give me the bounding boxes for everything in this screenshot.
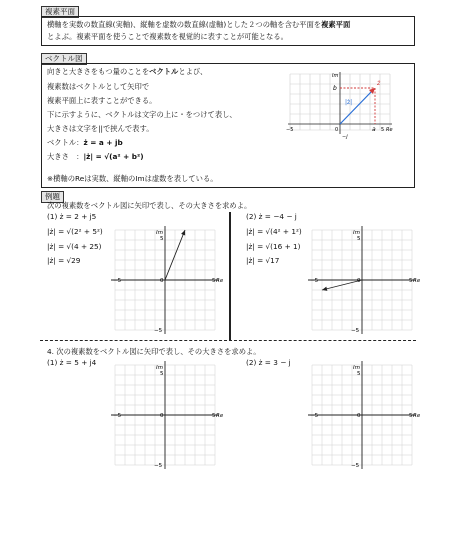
problem-2-label: (2) ż = −4 − j	[246, 212, 297, 221]
re-axis-label: Re	[216, 278, 223, 284]
definition-line-2: とよぶ。複素平面を使うことで複素数を視覚的に表すことが可能となる。	[47, 32, 288, 41]
example-vector-arrow	[340, 90, 373, 124]
re-neg5-label: −5	[310, 413, 319, 419]
re-neg5-label: −5	[113, 278, 122, 284]
magnitude-formula: |ż| = √(a² + b²)	[83, 152, 144, 161]
example-a-label: a	[372, 126, 376, 133]
im-five-label: 5	[357, 371, 361, 377]
section-header-vector-diagram: ベクトル図	[41, 53, 87, 65]
re-axis-label: Re	[413, 413, 420, 419]
vertical-divider	[229, 212, 231, 340]
problem-1-label: (1) ż = 2 + j5	[47, 212, 97, 221]
im-axis-label: Im	[156, 230, 163, 236]
example-z-label: ż	[377, 80, 381, 87]
example-negj-label: −j	[342, 134, 348, 140]
vector-line-3: 複素平面上に表すことができる。	[47, 96, 157, 105]
im-axis-label: Im	[156, 365, 163, 371]
graph-example-2	[304, 222, 420, 338]
vector-line-1-b: とよび、	[178, 67, 208, 76]
definition-line-1	[47, 20, 350, 30]
im-neg5-label: −5	[154, 328, 163, 334]
vector-term: ベクトル	[149, 67, 179, 76]
answer-arrowhead	[181, 230, 185, 235]
vector-notation-label: ベクトル：	[47, 138, 84, 147]
vector-diagram-box	[41, 63, 415, 188]
complex-plane-definition-box	[41, 16, 415, 46]
re-five-label: 5	[409, 413, 413, 419]
magnitude-notation	[47, 152, 144, 162]
graph-example-1	[107, 222, 223, 338]
magnitude-label: 大きさ ：	[47, 152, 84, 161]
vector-line-5: 大きさは文字を||で挟んで表す。	[47, 124, 154, 133]
example-absz-label: |ż|	[345, 99, 353, 106]
re-neg5-label: −5	[310, 278, 319, 284]
problem-1-work-2: |ż| = √(4 + 25)	[47, 242, 102, 251]
problem-2-work-2: |ż| = √(16 + 1)	[246, 242, 301, 251]
re-neg5-label: −5	[113, 413, 122, 419]
example-zero-label: 0	[335, 127, 339, 133]
example-vector-graph	[282, 68, 410, 140]
re-five-label: 5	[409, 278, 413, 284]
exercise-1-label: (1) ż = 5 + j4	[47, 358, 97, 367]
definition-term: 複素平面	[321, 20, 351, 29]
graph-exercise-1	[107, 357, 223, 473]
vector-line-1	[47, 67, 207, 77]
im-axis-label: Im	[353, 230, 360, 236]
re-five-label: 5	[212, 278, 216, 284]
dashed-divider	[40, 340, 416, 341]
vector-notation	[47, 138, 123, 148]
im-five-label: 5	[160, 371, 164, 377]
example-im-label: Im	[332, 73, 339, 79]
re-axis-label: Re	[413, 278, 420, 284]
im-neg5-label: −5	[351, 463, 360, 469]
axis-note: ※横軸のReは実数、縦軸のImは虚数を表している。	[47, 174, 218, 183]
problem-1-work-3: |ż| = √29	[47, 256, 81, 265]
exercise-2-label: (2) ż = 3 − j	[246, 358, 291, 367]
problem-1-work-1: |ż| = √(2² + 5²)	[47, 227, 103, 236]
example-pos5-label: 5	[381, 127, 385, 133]
example-b-label: b	[333, 85, 337, 92]
section-header-complex-plane: 複素平面	[41, 6, 79, 18]
section-header-examples: 例題	[41, 191, 64, 203]
im-five-label: 5	[357, 236, 361, 242]
re-axis-label: Re	[216, 413, 223, 419]
origin-label: 0	[357, 413, 361, 419]
graph-exercise-2	[304, 357, 420, 473]
vector-line-2: 複素数はベクトルとして矢印で	[47, 82, 150, 91]
definition-text: 横軸を実数の数直線(実軸)、縦軸を虚数の数直線(虚軸)とした２つの軸を含む平面を	[47, 20, 322, 29]
problem-2-work-3: |ż| = √17	[246, 256, 280, 265]
im-neg5-label: −5	[351, 328, 360, 334]
origin-label: 0	[160, 413, 164, 419]
vector-line-1-a: 向きと大きさをもつ量のことを	[47, 67, 150, 76]
vector-formula: ż = a + jb	[83, 138, 123, 147]
problem-2-work-1: |ż| = √(4² + 1²)	[246, 227, 302, 236]
vector-line-4: 下に示すように、ベクトルは文字の上に・をつけて表し、	[47, 110, 237, 119]
im-neg5-label: −5	[154, 463, 163, 469]
origin-label: 0	[160, 278, 164, 284]
example-neg5-label: −5	[286, 127, 294, 133]
re-five-label: 5	[212, 413, 216, 419]
example-re-label: Re	[386, 127, 393, 133]
exercise-instruction: 4. 次の複素数をベクトル図に矢印で表し、その大きさを求めよ。	[47, 347, 261, 356]
im-five-label: 5	[160, 236, 164, 242]
im-axis-label: Im	[353, 365, 360, 371]
answer-arrowhead	[322, 287, 327, 291]
example-instruction: 次の複素数をベクトル図に矢印で表し、その大きさを求めよ。	[47, 201, 252, 210]
